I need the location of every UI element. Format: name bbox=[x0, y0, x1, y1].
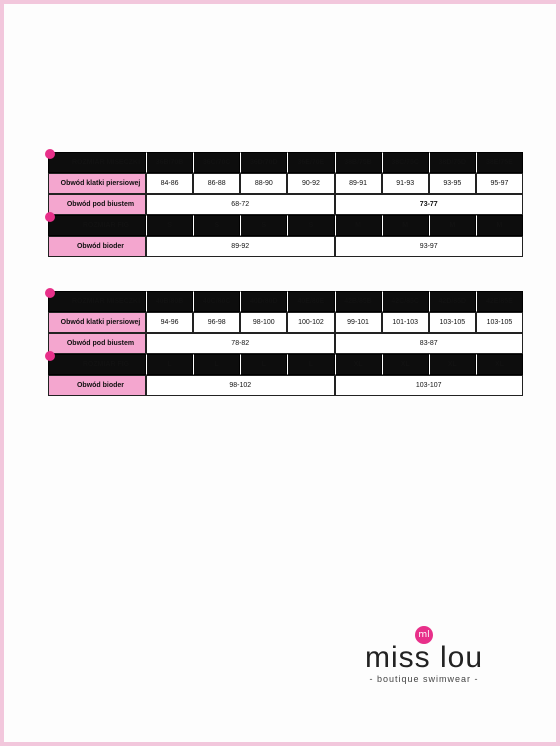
logo-badge-icon: ml bbox=[415, 626, 433, 644]
figure-size-cell: L bbox=[146, 354, 193, 375]
chest-label: Obwód klatki piersiowej bbox=[48, 173, 146, 194]
underbust-cell: 68-72 bbox=[146, 194, 335, 215]
cup-size-cell: 42D/85D bbox=[429, 291, 476, 312]
cup-size-cell: 40C/80C bbox=[193, 291, 240, 312]
figure-size-row bbox=[48, 215, 523, 236]
chest-row bbox=[48, 312, 523, 333]
underbust-cell: 83-87 bbox=[335, 333, 524, 354]
cup-size-cell: 42E/85E bbox=[476, 291, 523, 312]
chest-cell: 103-105 bbox=[476, 312, 523, 333]
figure-size-cell: L bbox=[193, 354, 240, 375]
figure-size-cell: L bbox=[240, 354, 287, 375]
figure-size-cell: XL bbox=[335, 354, 382, 375]
figure-size-row bbox=[48, 354, 523, 375]
cup-size-cell: 38C/75C bbox=[382, 152, 429, 173]
pink-dot-icon bbox=[45, 288, 55, 298]
chest-cell: 89-91 bbox=[335, 173, 382, 194]
chest-cell: 95-97 bbox=[476, 173, 523, 194]
cup-size-cell: 40D/80D bbox=[240, 291, 287, 312]
chest-cell: 94-96 bbox=[146, 312, 193, 333]
chest-cell: 90-92 bbox=[287, 173, 334, 194]
cup-size-cell: 36D/70D bbox=[240, 152, 287, 173]
hips-row bbox=[48, 375, 523, 396]
hips-cell: 98-102 bbox=[146, 375, 335, 396]
cup-size-cell: 38E/75E bbox=[476, 152, 523, 173]
hips-cell: 103-107 bbox=[335, 375, 524, 396]
pink-dot-icon bbox=[45, 149, 55, 159]
underbust-row bbox=[48, 194, 523, 215]
figure-size-cell: XL bbox=[429, 354, 476, 375]
underbust-label: Obwód pod biustem bbox=[48, 194, 146, 215]
figure-size-cell: S bbox=[193, 215, 240, 236]
chest-row bbox=[48, 173, 523, 194]
chest-cell: 103-105 bbox=[429, 312, 476, 333]
underbust-cell: 73-77 bbox=[335, 194, 524, 215]
chest-cell: 91-93 bbox=[382, 173, 429, 194]
hips-row bbox=[48, 236, 523, 257]
pink-dot-icon bbox=[45, 351, 55, 361]
cup-size-row bbox=[48, 291, 523, 312]
chest-cell: 84-86 bbox=[146, 173, 193, 194]
chest-cell: 101-103 bbox=[382, 312, 429, 333]
chest-cell: 88-90 bbox=[240, 173, 287, 194]
cup-size-cell: 40E/80E bbox=[287, 291, 334, 312]
size-table-2 bbox=[48, 291, 523, 396]
cup-size-cell: 36C/70C bbox=[193, 152, 240, 173]
cup-size-row bbox=[48, 152, 523, 173]
hips-label: Obwód bioder bbox=[48, 236, 146, 257]
chest-cell: 93-95 bbox=[429, 173, 476, 194]
figure-size-cell: S bbox=[240, 215, 287, 236]
cup-size-cell: 38D/75D bbox=[429, 152, 476, 173]
cup-size-cell: 38B/75B bbox=[335, 152, 382, 173]
chest-cell: 86-88 bbox=[193, 173, 240, 194]
figure-size-cell: M bbox=[429, 215, 476, 236]
hips-cell: 93-97 bbox=[335, 236, 524, 257]
cup-size-label: ROZMIAR MISECZKI bbox=[48, 291, 146, 312]
figure-size-cell: L bbox=[287, 354, 334, 375]
figure-size-cell: M bbox=[335, 215, 382, 236]
underbust-row bbox=[48, 333, 523, 354]
figure-size-cell: S bbox=[287, 215, 334, 236]
underbust-cell: 78-82 bbox=[146, 333, 335, 354]
chest-cell: 99-101 bbox=[335, 312, 382, 333]
cup-size-cell: 40B/80B bbox=[146, 291, 193, 312]
chest-label: Obwód klatki piersiowej bbox=[48, 312, 146, 333]
figure-size-cell: M bbox=[382, 215, 429, 236]
figure-size-cell: S bbox=[146, 215, 193, 236]
brand-tagline: - boutique swimwear - bbox=[369, 674, 479, 684]
figure-size-cell: M bbox=[476, 215, 523, 236]
cup-size-cell: 36B/70B bbox=[146, 152, 193, 173]
figure-size-label: ROZMIAR FIG bbox=[48, 354, 146, 375]
chest-cell: 100-102 bbox=[287, 312, 334, 333]
cup-size-label: ROZMIAR MISECZKI bbox=[48, 152, 146, 173]
cup-size-cell: 42B/85B bbox=[335, 291, 382, 312]
cup-size-cell: 36E/70E bbox=[287, 152, 334, 173]
brand-logo bbox=[344, 626, 504, 684]
brand-name: miss lou bbox=[364, 641, 484, 674]
figure-size-cell: XL bbox=[476, 354, 523, 375]
chest-cell: 96-98 bbox=[193, 312, 240, 333]
underbust-label: Obwód pod biustem bbox=[48, 333, 146, 354]
size-table-1 bbox=[48, 152, 523, 257]
chest-cell: 98-100 bbox=[240, 312, 287, 333]
figure-size-label: ROZMIAR FIG bbox=[48, 215, 146, 236]
cup-size-cell: 42C/85C bbox=[382, 291, 429, 312]
hips-label: Obwód bioder bbox=[48, 375, 146, 396]
figure-size-cell: XL bbox=[382, 354, 429, 375]
hips-cell: 89-92 bbox=[146, 236, 335, 257]
pink-dot-icon bbox=[45, 212, 55, 222]
